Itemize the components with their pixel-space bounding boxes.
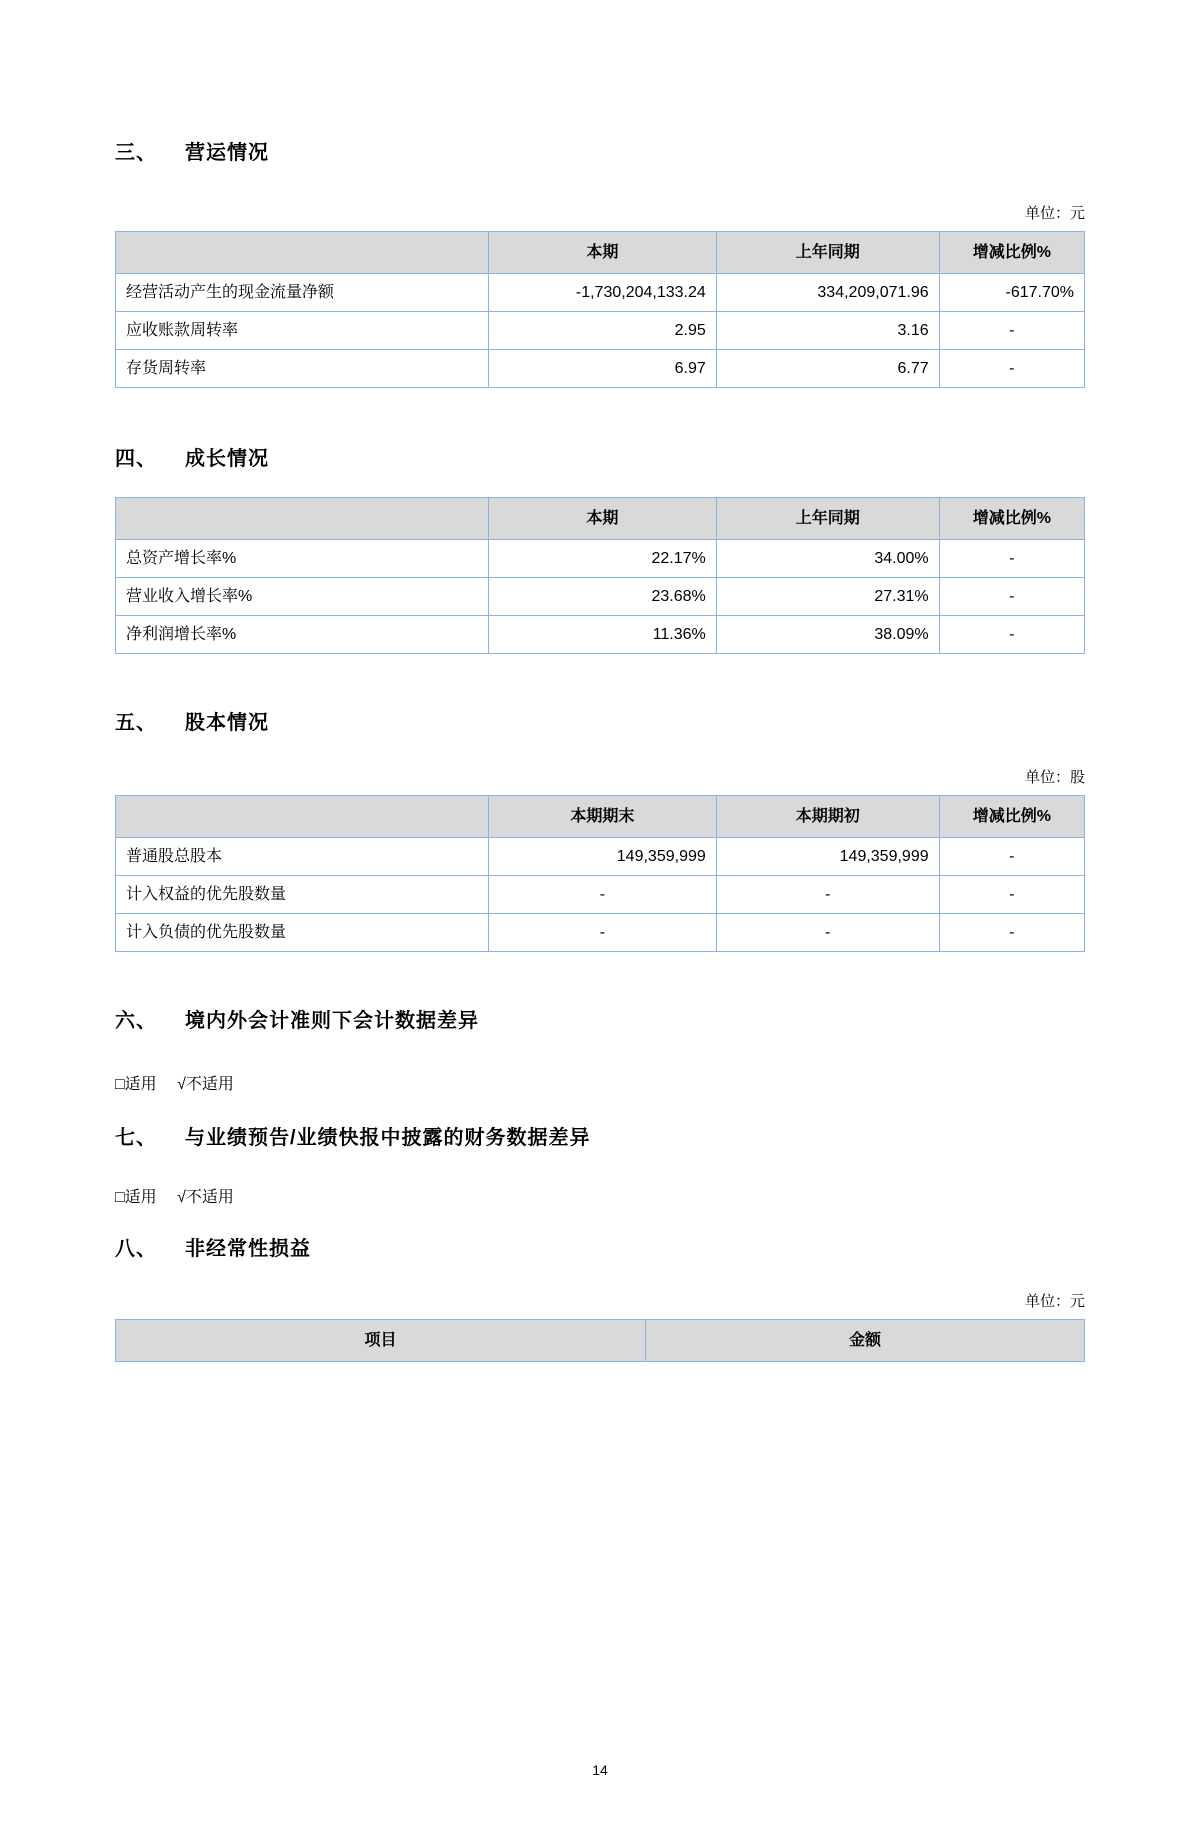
table-row xyxy=(116,540,1085,578)
value-cell: - xyxy=(939,876,1084,914)
table-row xyxy=(116,914,1085,952)
report-page-content xyxy=(0,140,1200,1362)
header-cell: 金额 xyxy=(646,1320,1085,1362)
section-forecast-diff-heading xyxy=(115,1125,1085,1152)
header-cell xyxy=(116,232,489,274)
operations-header-row xyxy=(116,232,1085,274)
non-recurring-table xyxy=(115,1319,1085,1362)
non-recurring-header-row xyxy=(116,1320,1085,1362)
row-label: 计入负债的优先股数量 xyxy=(116,914,489,952)
share-capital-table xyxy=(115,795,1085,952)
not-applicable-checked-label: √不适用 xyxy=(177,1189,234,1206)
value-cell: 6.77 xyxy=(716,350,939,388)
section-accounting-diff-title: 境内外会计准则下会计数据差异 xyxy=(185,1010,479,1032)
row-label: 经营活动产生的现金流量净额 xyxy=(116,274,489,312)
value-cell: - xyxy=(939,838,1084,876)
value-cell: 149,359,999 xyxy=(489,838,717,876)
row-label: 营业收入增长率% xyxy=(116,578,489,616)
unit-label-operations: 单位：元 xyxy=(1024,205,1085,222)
value-cell: 38.09% xyxy=(716,616,939,654)
value-cell: 22.17% xyxy=(489,540,717,578)
page-number: 14 xyxy=(592,1762,608,1778)
growth-table xyxy=(115,497,1085,654)
header-cell: 本期期初 xyxy=(716,796,939,838)
section-accounting-diff-number: 六、 xyxy=(115,1010,157,1032)
header-cell: 上年同期 xyxy=(716,498,939,540)
header-cell: 本期 xyxy=(489,498,717,540)
value-cell: -617.70% xyxy=(939,274,1084,312)
header-cell: 本期 xyxy=(489,232,717,274)
value-cell: - xyxy=(716,876,939,914)
value-cell: 11.36% xyxy=(489,616,717,654)
unit-label-share-capital: 单位：股 xyxy=(1024,769,1085,786)
header-cell: 增减比例% xyxy=(939,232,1084,274)
table-row xyxy=(116,616,1085,654)
section-share-capital-heading xyxy=(115,710,1085,737)
section-operations-heading xyxy=(115,140,1085,167)
table-row xyxy=(116,350,1085,388)
row-label: 存货周转率 xyxy=(116,350,489,388)
header-cell: 本期期末 xyxy=(489,796,717,838)
value-cell: - xyxy=(939,540,1084,578)
value-cell: 34.00% xyxy=(716,540,939,578)
table-row xyxy=(116,578,1085,616)
value-cell: 23.68% xyxy=(489,578,717,616)
growth-header-row xyxy=(116,498,1085,540)
section-share-capital-title: 股本情况 xyxy=(185,712,269,734)
header-cell: 增减比例% xyxy=(939,498,1084,540)
value-cell: 334,209,071.96 xyxy=(716,274,939,312)
header-cell xyxy=(116,796,489,838)
table-row xyxy=(116,312,1085,350)
value-cell: -1,730,204,133.24 xyxy=(489,274,717,312)
operations-table xyxy=(115,231,1085,388)
section-non-recurring-number: 八、 xyxy=(115,1238,157,1260)
value-cell: 2.95 xyxy=(489,312,717,350)
row-label: 总资产增长率% xyxy=(116,540,489,578)
header-cell: 上年同期 xyxy=(716,232,939,274)
table-row xyxy=(116,838,1085,876)
section-share-capital-number: 五、 xyxy=(115,712,157,734)
value-cell: 149,359,999 xyxy=(716,838,939,876)
section-non-recurring-heading xyxy=(115,1236,1085,1263)
value-cell: - xyxy=(489,914,717,952)
section-forecast-diff-title: 与业绩预告/业绩快报中披露的财务数据差异 xyxy=(185,1127,591,1149)
section-non-recurring-title: 非经常性损益 xyxy=(185,1238,311,1260)
unit-label-non-recurring: 单位：元 xyxy=(1024,1293,1085,1310)
applicable-checkbox-label: □适用 xyxy=(115,1076,157,1093)
value-cell: - xyxy=(489,876,717,914)
table-row xyxy=(116,876,1085,914)
row-label: 计入权益的优先股数量 xyxy=(116,876,489,914)
value-cell: - xyxy=(939,350,1084,388)
header-cell xyxy=(116,498,489,540)
share-capital-header-row xyxy=(116,796,1085,838)
value-cell: 3.16 xyxy=(716,312,939,350)
applicable-checkbox-label: □适用 xyxy=(115,1189,157,1206)
row-label: 应收账款周转率 xyxy=(116,312,489,350)
value-cell: - xyxy=(939,578,1084,616)
section-operations-number: 三、 xyxy=(115,142,157,164)
value-cell: - xyxy=(939,312,1084,350)
section-operations-title: 营运情况 xyxy=(185,142,269,164)
section-growth-heading xyxy=(115,446,1085,473)
section-growth-title: 成长情况 xyxy=(185,448,269,470)
row-label: 普通股总股本 xyxy=(116,838,489,876)
not-applicable-checked-label: √不适用 xyxy=(177,1076,234,1093)
header-cell: 项目 xyxy=(116,1320,646,1362)
table-row xyxy=(116,274,1085,312)
applicability-line-accounting-diff xyxy=(115,1075,1085,1095)
value-cell: - xyxy=(716,914,939,952)
header-cell: 增减比例% xyxy=(939,796,1084,838)
value-cell: 27.31% xyxy=(716,578,939,616)
row-label: 净利润增长率% xyxy=(116,616,489,654)
section-forecast-diff-number: 七、 xyxy=(115,1127,157,1149)
section-growth-number: 四、 xyxy=(115,448,157,470)
section-accounting-diff-heading xyxy=(115,1008,1085,1035)
value-cell: - xyxy=(939,914,1084,952)
applicability-line-forecast-diff xyxy=(115,1188,1085,1208)
value-cell: - xyxy=(939,616,1084,654)
value-cell: 6.97 xyxy=(489,350,717,388)
